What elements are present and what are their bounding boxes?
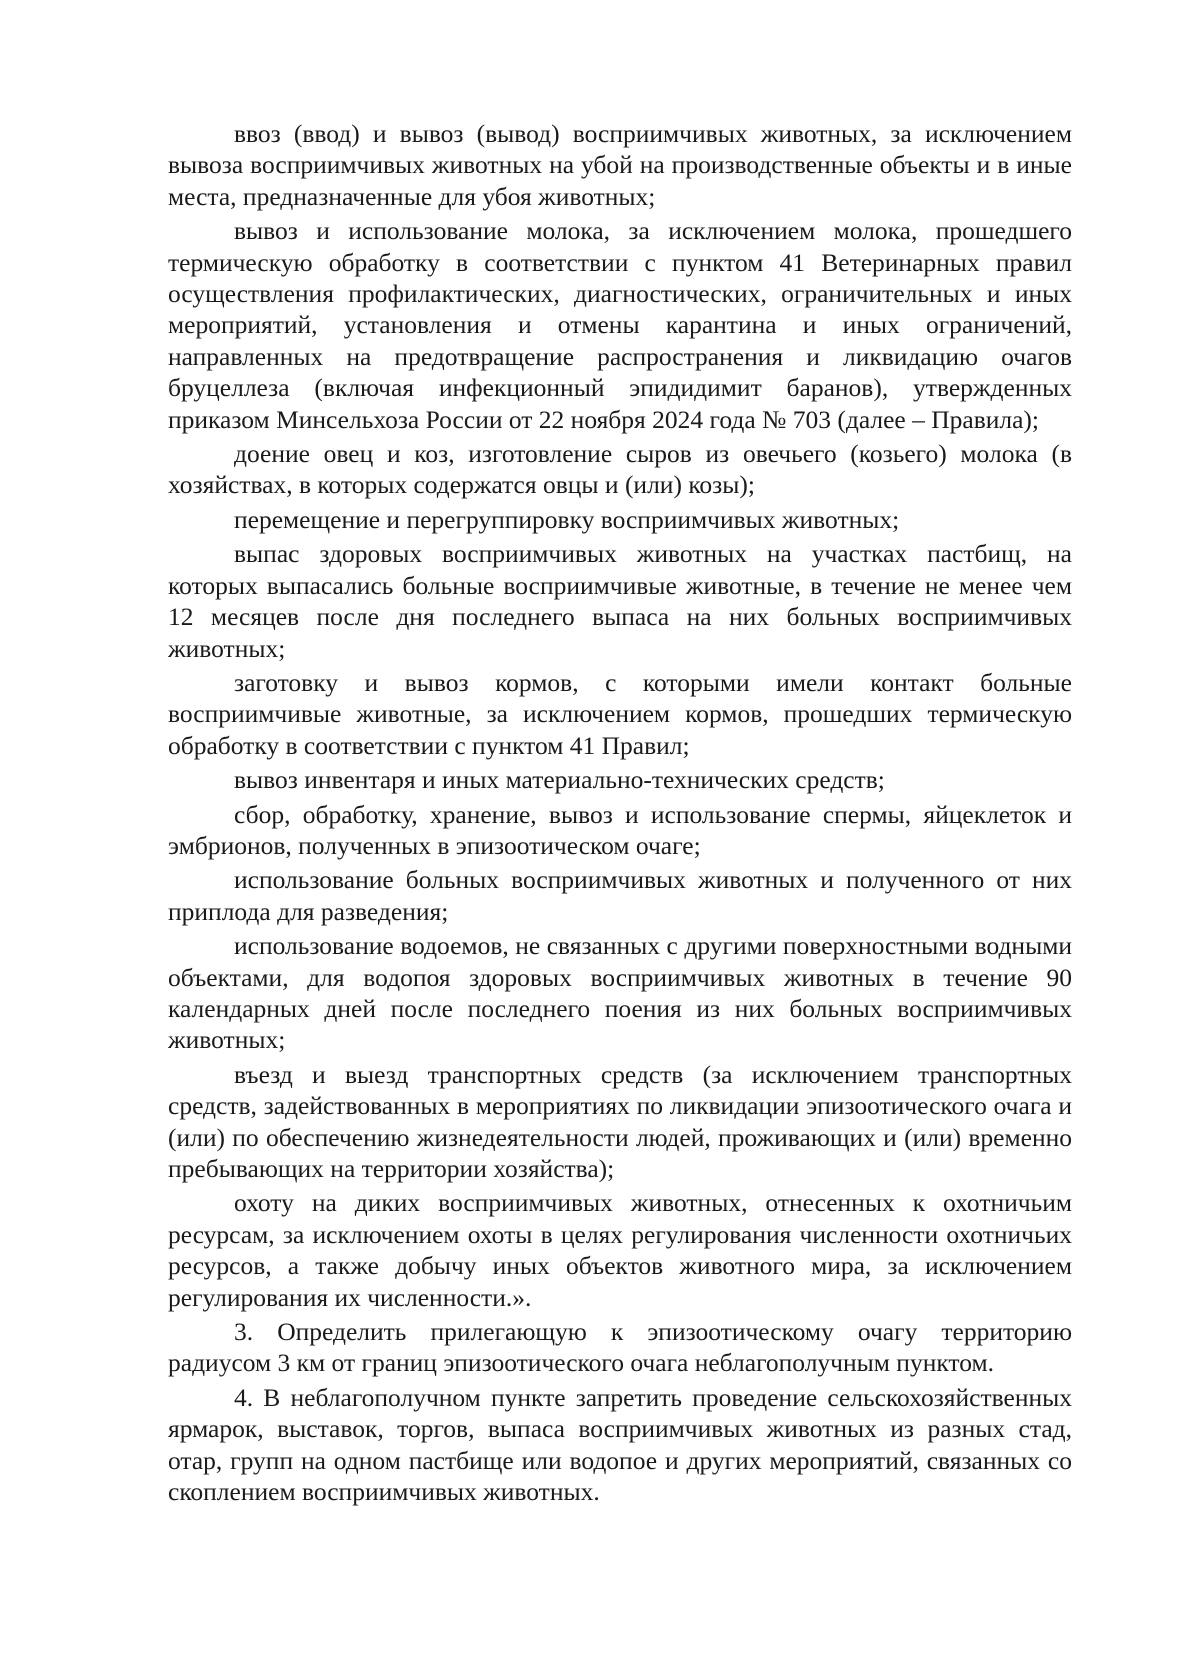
- paragraph-milk-ban: вывоз и использование молока, за исключением молока, прошедшего термическую обработку в соответствии с пунктом 41 Ветеринарных правил осуществления профилактических, диагностических, ограничительных и иных мероприятий, установления и отмены карантина и иных ограничений, направленных на предотвращение распространения и ликвидацию очагов бруцеллеза (включая инфекционный эпидидимит баранов), утвержденных приказом Минсельхоза России от 22 ноября 2024 года № 703 (далее – Правила);: [168, 216, 1072, 434]
- document-page: [168, 118, 1072, 1507]
- paragraph-inventory-ban: вывоз инвентаря и иных материально-технических средств;: [234, 765, 885, 795]
- paragraph-hunting-ban: охоту на диких восприимчивых животных, отнесенных к охотничьим ресурсам, за исключением охоты в целях регулирования численности охотничьих ресурсов, а также добычу иных объектов животного мира, за исключением регулирования их численности.».: [168, 1188, 1072, 1312]
- paragraph-item-4: 4. В неблагополучном пункте запретить проведение сельскохозяйственных ярмарок, выставок, торгов, выпаса восприимчивых животных из разных стад, отар, групп на одном пастбище или водопое и других мероприятий, связанных со скоплением восприимчивых животных.: [168, 1382, 1072, 1507]
- paragraph-vehicle-ban: въезд и выезд транспортных средств (за исключением транспортных средств, задействованных в мероприятиях по ликвидации эпизоотического очага и (или) по обеспечению жизнедеятельности людей, проживающих и (или) временно пребывающих на территории хозяйства);: [168, 1059, 1072, 1183]
- paragraph-water-ban: использование водоемов, не связанных с другими поверхностными водными объектами, для водопоя здоровых восприимчивых животных в течение 90 календарных дней после последнего поения из них больных восприимчивых животных;: [168, 931, 1072, 1055]
- paragraph-regrouping-ban: перемещение и перегруппировку восприимчивых животных;: [234, 504, 900, 534]
- paragraph-grazing-ban: выпас здоровых восприимчивых животных на участках пастбищ, на которых выпасались больные восприимчивые животные, в течение не менее чем 12 месяцев после дня последнего выпаса на них больных восприимчивых животных;: [168, 539, 1072, 663]
- paragraph-import-export-ban: ввоз (ввод) и вывоз (вывод) восприимчивых животных, за исключением вывоза восприимчивых животных на убой на производственные объекты и в иные места, предназначенные для убоя животных;: [168, 119, 1072, 211]
- paragraph-feed-ban: заготовку и вывоз кормов, с которыми имели контакт больные восприимчивые животные, за исключением кормов, прошедших термическую обработку в соответствии с пунктом 41 Правил;: [168, 667, 1072, 760]
- paragraph-sperm-ban: сбор, обработку, хранение, вывоз и использование спермы, яйцеклеток и эмбрионов, полученных в эпизоотическом очаге;: [168, 799, 1072, 860]
- paragraph-breeding-ban: использование больных восприимчивых животных и полученного от них приплода для разведения;: [168, 865, 1072, 926]
- paragraph-item-3: 3. Определить прилегающую к эпизоотическому очагу территорию радиусом 3 км от границ эпизоотического очага неблагополучным пунктом.: [168, 1317, 1072, 1378]
- paragraph-milking-ban: доение овец и коз, изготовление сыров из овечьего (козьего) молока (в хозяйствах, в которых содержатся овцы и (или) козы);: [168, 439, 1072, 500]
